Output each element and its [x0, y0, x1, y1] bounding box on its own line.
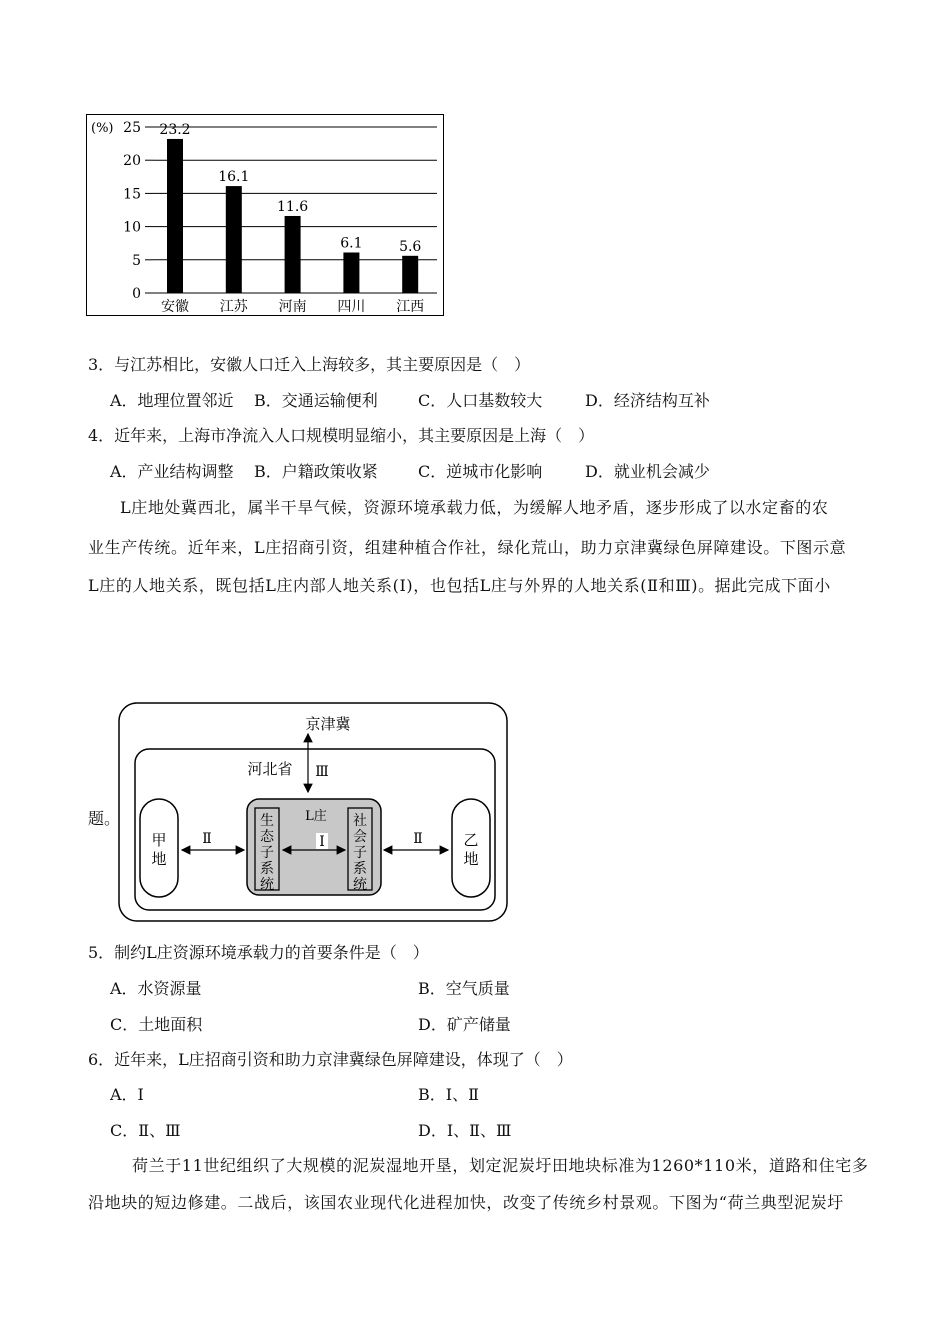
question-4-stem: 4．近年来，上海市净流入人口规模明显缩小，其主要原因是上海（ ） [88, 426, 595, 445]
eco-subsystem-label [260, 812, 275, 893]
bar [343, 252, 359, 293]
vertical-char: 甲 [151, 831, 167, 849]
q4-option-d[interactable]: D．就业机会减少 [585, 462, 710, 481]
province-label: 河北省 [247, 760, 293, 778]
outer-region-label: 京津冀 [305, 715, 351, 733]
vertical-char: 统 [260, 877, 274, 893]
bar [285, 216, 301, 293]
y-tick-label: 0 [132, 286, 141, 302]
social-subsystem-label [353, 813, 367, 893]
relation-3-label: Ⅲ [315, 764, 329, 780]
bar-value-label: 11.6 [277, 198, 309, 215]
relation-2-right-label: Ⅱ [413, 831, 423, 847]
q3-option-d[interactable]: D．经济结构互补 [585, 391, 710, 410]
bar [402, 256, 418, 293]
vertical-char: 系 [353, 861, 367, 877]
q5-option-a[interactable]: A．水资源量 [110, 979, 202, 998]
q5-option-b[interactable]: B．空气质量 [418, 979, 510, 998]
q6-option-c[interactable]: C．Ⅱ、Ⅲ [110, 1121, 181, 1140]
x-category-label: 四川 [337, 299, 366, 315]
relation-1-label: Ⅰ [319, 834, 325, 850]
x-category-label: 江西 [396, 299, 425, 315]
question-6-stem: 6．近年来，L庄招商引资和助力京津冀绿色屏障建设，体现了（ ） [88, 1050, 573, 1069]
passage-l-line-3: L庄的人地关系，既包括L庄内部人地关系(Ⅰ)，也包括L庄与外界的人地关系(Ⅱ和Ⅲ)。据此完成下面小 [88, 576, 831, 595]
q5-option-d[interactable]: D．矿产储量 [418, 1015, 511, 1034]
bar-value-label: 16.1 [218, 169, 250, 186]
q4-option-c[interactable]: C．逆城市化影响 [418, 462, 543, 481]
vertical-char: 子 [353, 845, 367, 861]
vertical-char: 会 [353, 829, 367, 845]
vertical-char: 系 [260, 861, 274, 877]
passage-l-line-1: L庄地处冀西北，属半干旱气候，资源环境承载力低，为缓解人地矛盾，逐步形成了以水定畜的农 [120, 498, 829, 517]
man-land-relationship-diagram [118, 702, 510, 924]
relation-2-left-label: Ⅱ [202, 831, 212, 847]
bar-value-label: 6.1 [340, 235, 363, 252]
q4-option-a[interactable]: A．产业结构调整 [110, 462, 234, 481]
y-tick-label: 20 [123, 153, 141, 170]
vertical-char: 统 [353, 877, 367, 893]
bar [226, 186, 242, 293]
q3-option-c[interactable]: C．人口基数较大 [418, 391, 543, 410]
vertical-char: 乙 [463, 831, 479, 849]
vertical-char: 生 [260, 813, 274, 829]
x-category-label: 安徽 [161, 299, 189, 315]
passage-nl-line-1: 荷兰于11世纪组织了大规模的泥炭湿地开垦，划定泥炭圩田地块标准为1260*110米，道路和住宅多 [132, 1156, 869, 1175]
place-yi-label [463, 831, 478, 868]
vertical-char: 地 [151, 850, 167, 868]
q5-option-c[interactable]: C．土地面积 [110, 1015, 203, 1034]
bar-chart-svg [87, 115, 445, 317]
y-tick-label: 15 [123, 186, 141, 203]
q6-option-b[interactable]: B．Ⅰ、Ⅱ [418, 1085, 479, 1104]
question-5-stem: 5．制约L庄资源环境承载力的首要条件是（ ） [88, 943, 429, 962]
q6-option-a[interactable]: A．Ⅰ [110, 1085, 144, 1104]
question-3-stem: 3．与江苏相比，安徽人口迁入上海较多，其主要原因是（ ） [88, 355, 531, 374]
place-jia-label [151, 831, 166, 868]
vertical-char: 社 [353, 813, 367, 829]
y-tick-label: 25 [123, 120, 141, 136]
passage-l-tail: 题。 [88, 809, 121, 828]
q6-option-d[interactable]: D．Ⅰ、Ⅱ、Ⅲ [418, 1121, 512, 1140]
x-category-label: 江苏 [219, 299, 248, 315]
passage-l-line-2: 业生产传统。近年来，L庄招商引资，组建种植合作社，绿化荒山，助力京津冀绿色屏障建设。下图示意 [88, 538, 847, 557]
q3-option-a[interactable]: A．地理位置邻近 [110, 391, 234, 410]
vertical-char: 态 [260, 829, 274, 845]
y-axis-unit: (%) [91, 121, 114, 136]
y-tick-label: 10 [123, 219, 141, 236]
q3-option-b[interactable]: B．交通运输便利 [254, 391, 378, 410]
village-label: L庄 [305, 809, 327, 824]
bar-value-label: 23.2 [159, 121, 191, 138]
y-tick-label: 5 [132, 252, 141, 269]
vertical-char: 地 [463, 850, 479, 868]
x-category-label: 河南 [278, 299, 307, 315]
vertical-char: 子 [260, 845, 274, 861]
bar-chart [86, 114, 444, 316]
bar-value-label: 5.6 [399, 238, 422, 255]
q4-option-b[interactable]: B．户籍政策收紧 [254, 462, 378, 481]
bar [167, 139, 183, 293]
passage-nl-line-2: 沿地块的短边修建。二战后，该国农业现代化进程加快，改变了传统乡村景观。下图为“荷兰典型泥炭圩 [88, 1193, 844, 1212]
